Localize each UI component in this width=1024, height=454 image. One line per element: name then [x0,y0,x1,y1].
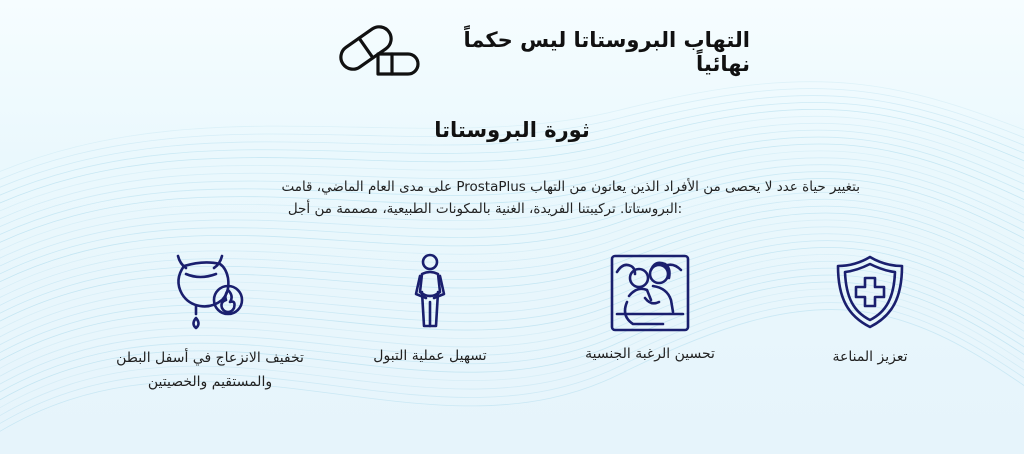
pill-capsule-icon [334,10,420,76]
feature-urination-label: تسهيل عملية التبول [373,348,487,364]
feature-discomfort-label-line-2: والمستقيم والخصيتين [147,374,273,390]
intro-line-2: :البروستاتا. تركيبتنا الفريدة، الغنية بالمكونات الطبيعية، مصممة من أجل [287,201,683,217]
feature-discomfort-relief [110,254,310,394]
shield-medical-cross-icon [834,254,906,330]
feature-immunity [800,254,940,369]
feature-immunity-label: تعزيز المناعة [832,349,908,365]
feature-libido-label: تحسين الرغبة الجنسية [585,346,715,362]
feature-discomfort-label-line-1: تخفيف الانزعاج في أسفل البطن [116,350,304,366]
intro-line-1: بتغيير حياة عدد لا يحصى من الأفراد الذين يعانون من التهاب ProstaPlus على مدى العام الماضي، قامت [281,179,860,195]
intro-paragraph [210,176,860,220]
page-title: التهاب البروستاتا ليس حكماً نهائياً [463,28,750,76]
couple-in-bed-icon [609,252,691,334]
feature-urination [360,252,500,368]
bladder-inflammation-icon [172,254,248,332]
feature-libido [570,252,730,366]
section-title: ثورة البروستاتا [434,118,590,142]
person-urination-icon [410,252,450,330]
